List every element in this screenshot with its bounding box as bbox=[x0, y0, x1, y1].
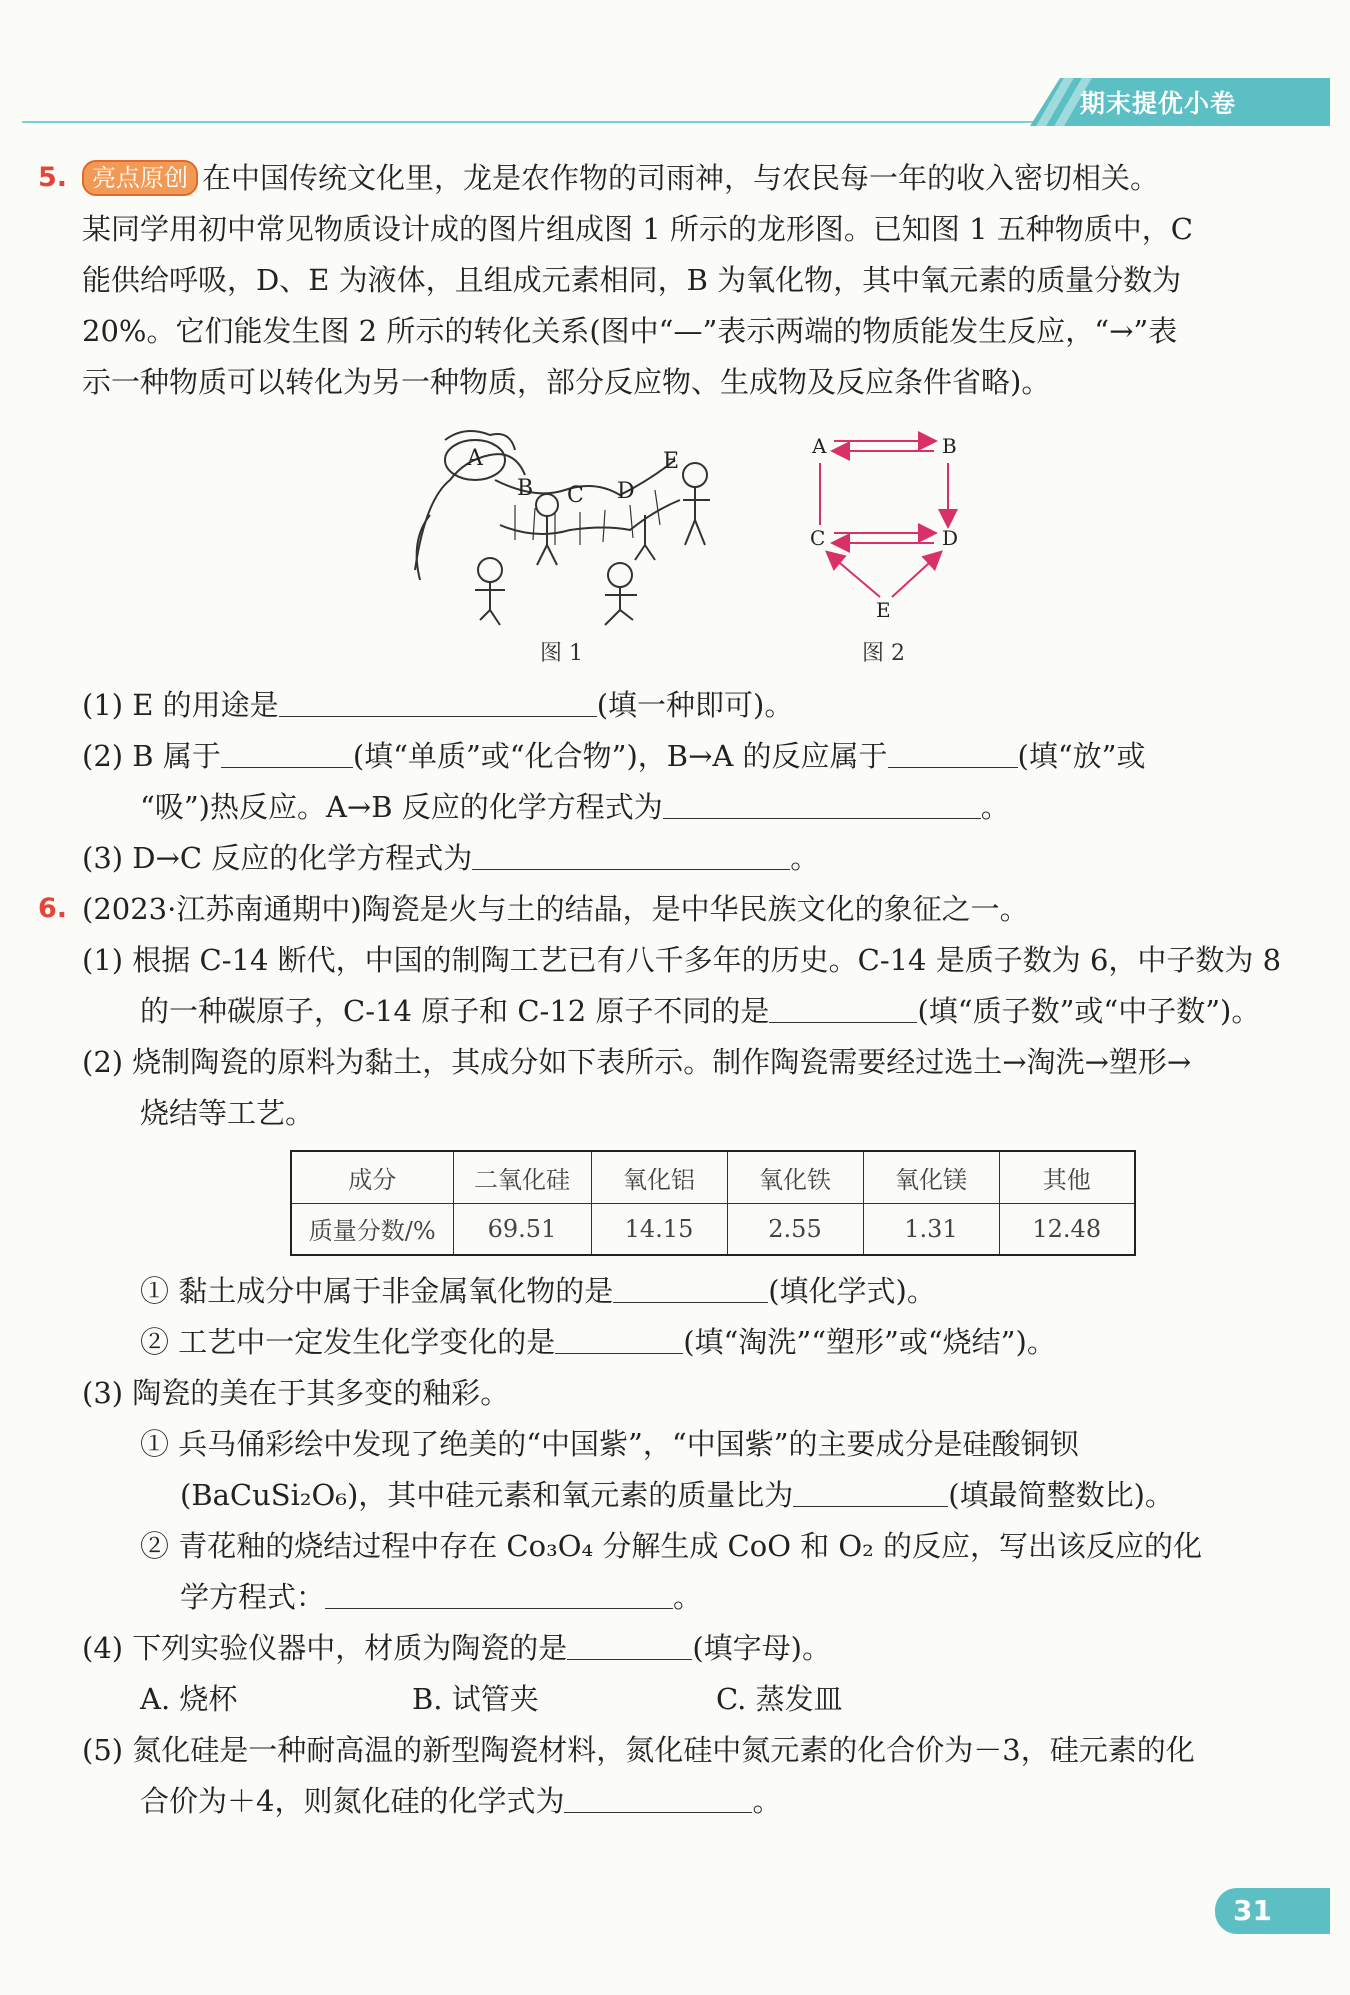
answer-blank[interactable] bbox=[555, 1324, 683, 1354]
fig1-caption: 图 1 bbox=[540, 641, 583, 666]
q6-part-2-line-2: 烧结等工艺。 bbox=[140, 1096, 315, 1130]
q5-line-2: 某同学用初中常见物质设计成的图片组成图 1 所示的龙形图。已知图 1 五种物质中，C bbox=[82, 212, 1193, 246]
q6-option-a: A. 烧杯 bbox=[140, 1682, 238, 1716]
answer-blank[interactable] bbox=[279, 687, 597, 717]
q6-part-3-line-1: (3) 陶瓷的美在于其多变的釉彩。 bbox=[82, 1376, 510, 1410]
answer-blank[interactable] bbox=[613, 1273, 768, 1303]
q6-intro: (2023·江苏南通期中)陶瓷是火与土的结晶，是中华民族文化的象征之一。 bbox=[82, 892, 1029, 926]
conversion-diagram bbox=[800, 425, 970, 625]
table-header-cell: 氧化镁 bbox=[863, 1151, 999, 1203]
answer-blank[interactable] bbox=[325, 1579, 673, 1609]
q6-part-3-sub-2-line-2: 学方程式： 。 bbox=[180, 1580, 703, 1614]
arrow-e-to-d bbox=[892, 553, 940, 597]
table-cell: 1.31 bbox=[863, 1203, 999, 1255]
q6-part-3-sub-1-line-2: (BaCuSi₂O₆)，其中硅元素和氧元素的质量比为 (填最简整数比)。 bbox=[180, 1478, 1174, 1512]
table-header-row bbox=[291, 1151, 1135, 1203]
table-header-cell: 氧化铁 bbox=[727, 1151, 863, 1203]
q5-line-5: 示一种物质可以转化为另一种物质，部分反应物、生成物及反应条件省略)。 bbox=[82, 365, 1051, 399]
table-header-cell: 氧化铝 bbox=[591, 1151, 727, 1203]
arrow-e-to-c bbox=[828, 553, 880, 597]
table-cell: 12.48 bbox=[999, 1203, 1135, 1255]
fig1-label-d: D bbox=[617, 479, 635, 504]
node-c: C bbox=[810, 526, 826, 550]
answer-blank[interactable] bbox=[472, 840, 790, 870]
answer-blank[interactable] bbox=[769, 993, 917, 1023]
q5-line-1 bbox=[82, 158, 1159, 198]
node-a: A bbox=[812, 434, 827, 458]
q6-part-3-sub-1-line-1: ① 兵马俑彩绘中发现了绝美的“中国紫”，“中国紫”的主要成分是硅酸铜钡 bbox=[140, 1427, 1079, 1461]
question-number-5: 5. bbox=[38, 162, 68, 193]
fig1-label-a: A bbox=[467, 446, 483, 471]
table-cell: 2.55 bbox=[727, 1203, 863, 1255]
q6-part-1-line-2: 的一种碳原子，C-14 原子和 C-12 原子不同的是 (填“质子数”或“中子数”)。 bbox=[140, 994, 1261, 1028]
answer-blank[interactable] bbox=[663, 789, 981, 819]
header-title: 期末提优小卷 bbox=[1080, 89, 1237, 118]
question-number-6: 6. bbox=[38, 893, 68, 924]
q6-part-4: (4) 下列实验仪器中，材质为陶瓷的是 (填字母)。 bbox=[82, 1631, 831, 1665]
fig1-label-c: C bbox=[567, 483, 584, 508]
q6-part-2-line-1: (2) 烧制陶瓷的原料为黏土，其成分如下表所示。制作陶瓷需要经过选土→淘洗→塑形→ bbox=[82, 1045, 1192, 1079]
q6-part-3-sub-2-line-1: ② 青花釉的烧结过程中存在 Co₃O₄ 分解生成 CoO 和 O₂ 的反应，写出该反应的化 bbox=[140, 1529, 1203, 1563]
q5-part-2-line-2: “吸”)热反应。A→B 反应的化学方程式为 。 bbox=[140, 790, 1010, 824]
q5-line-3: 能供给呼吸，D、E 为液体，且组成元素相同，B 为氧化物，其中氧元素的质量分数为 bbox=[82, 263, 1182, 297]
table-row bbox=[291, 1203, 1135, 1255]
fig2-caption: 图 2 bbox=[862, 641, 905, 666]
fig1-label-e: E bbox=[663, 449, 680, 474]
original-badge: 亮点原创 bbox=[82, 160, 198, 196]
node-b: B bbox=[942, 434, 957, 458]
q6-part-5-line-1: (5) 氮化硅是一种耐高温的新型陶瓷材料，氮化硅中氮元素的化合价为－3，硅元素的化 bbox=[82, 1733, 1195, 1767]
answer-blank[interactable] bbox=[567, 1630, 692, 1660]
clay-composition-table bbox=[290, 1150, 1136, 1256]
q6-part-2-sub-2: ② 工艺中一定发生化学变化的是 (填“淘洗”“塑形”或“烧结”)。 bbox=[140, 1325, 1056, 1359]
table-cell: 69.51 bbox=[453, 1203, 591, 1255]
q6-option-c: C. 蒸发皿 bbox=[716, 1682, 843, 1716]
answer-blank[interactable] bbox=[564, 1783, 752, 1813]
q5-part-2: (2) B 属于 (填“单质”或“化合物”)，B→A 的反应属于 (填“放”或 bbox=[82, 739, 1146, 773]
table-header-cell: 二氧化硅 bbox=[453, 1151, 591, 1203]
table-header-cell: 成分 bbox=[291, 1151, 453, 1203]
node-e: E bbox=[876, 598, 891, 622]
page-number: 31 bbox=[1215, 1888, 1330, 1934]
dragon-figure bbox=[405, 420, 725, 630]
answer-blank[interactable] bbox=[888, 738, 1018, 768]
q5-text: 在中国传统文化里，龙是农作物的司雨神，与农民每一年的收入密切相关。 bbox=[202, 161, 1160, 195]
table-cell: 14.15 bbox=[591, 1203, 727, 1255]
node-d: D bbox=[942, 526, 959, 550]
q5-line-4: 20%。它们能发生图 2 所示的转化关系(图中“—”表示两端的物质能发生反应，“→”表 bbox=[82, 314, 1178, 348]
answer-blank[interactable] bbox=[793, 1477, 948, 1507]
answer-blank[interactable] bbox=[221, 738, 353, 768]
q6-part-2-sub-1: ① 黏土成分中属于非金属氧化物的是 (填化学式)。 bbox=[140, 1274, 936, 1308]
fig1-label-b: B bbox=[517, 476, 534, 501]
table-header-cell: 其他 bbox=[999, 1151, 1135, 1203]
q6-part-5-line-2: 合价为＋4，则氮化硅的化学式为 。 bbox=[140, 1784, 782, 1818]
table-row-label: 质量分数/% bbox=[291, 1203, 453, 1255]
q6-part-1-line-1: (1) 根据 C-14 断代，中国的制陶工艺已有八千多年的历史。C-14 是质子数为 6，中子数为 8 bbox=[82, 943, 1282, 977]
q6-option-b: B. 试管夹 bbox=[412, 1682, 539, 1716]
q5-part-3: (3) D→C 反应的化学方程式为 。 bbox=[82, 841, 820, 875]
q5-part-1: (1) E 的用途是 (填一种即可)。 bbox=[82, 688, 794, 722]
